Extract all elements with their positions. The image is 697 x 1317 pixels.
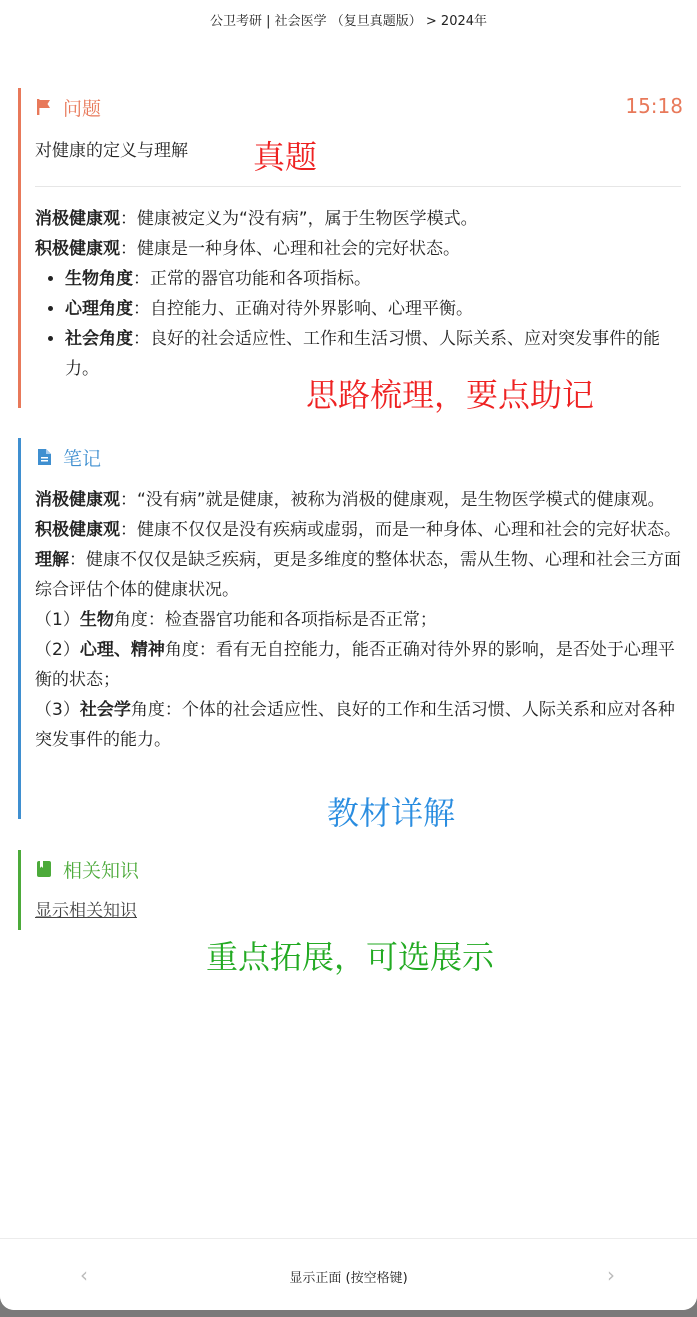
- question-answer: [35, 204, 683, 384]
- note-paragraph: （2）心理、精神角度：看有无自控能力，能否正确对待外界的影响，是否处于心理平衡的状态；: [35, 640, 675, 690]
- answer-line: 消极健康观：健康被定义为“没有病”，属于生物医学模式。: [35, 209, 478, 229]
- annotation-jiaocai: 教材详解: [327, 794, 456, 832]
- note-paragraph: 消极健康观：“没有病”就是健康，被称为消极的健康观，是生物医学模式的健康观。: [35, 490, 665, 510]
- notes-section: [18, 438, 683, 832]
- show-front-button[interactable]: 显示正面 (按空格键): [289, 1271, 408, 1286]
- annotation-tuozhan: 重点拓展，可选展示: [206, 938, 495, 976]
- document-icon: [35, 448, 53, 466]
- prev-chevron-icon[interactable]: ‹: [80, 1263, 88, 1287]
- question-title: 对健康的定义与理解: [35, 141, 188, 161]
- question-header: [35, 94, 101, 120]
- question-section: [18, 88, 683, 414]
- note-paragraph: （3）社会学角度：个体的社会适应性、良好的工作和生活习惯、人际关系和应对各种突发事件的能力。: [35, 700, 675, 750]
- list-item: • 社会角度：良好的社会适应性、工作和生活习惯、人际关系、应对突发事件的能力。: [65, 324, 683, 384]
- breadcrumb: 公卫考研 | 社会医学 （复旦真题版） > 2024年: [209, 14, 488, 29]
- footer-bar: [0, 1238, 697, 1310]
- answer-line: 积极健康观：健康是一种身体、心理和社会的完好状态。: [35, 239, 460, 259]
- related-header-label: 相关知识: [63, 859, 140, 882]
- show-related-link[interactable]: 显示相关知识: [35, 901, 137, 921]
- list-item: • 生物角度：正常的器官功能和各项指标。: [65, 264, 683, 294]
- notes-body: [35, 485, 683, 755]
- timer: 15:18: [625, 94, 683, 118]
- related-section: [18, 850, 683, 930]
- note-paragraph: 积极健康观：健康不仅仅是没有疾病或虚弱，而是一种身体、心理和社会的完好状态。: [35, 520, 681, 540]
- note-paragraph: （1）生物角度：检查器官功能和各项指标是否正常；: [35, 610, 437, 630]
- answer-bullets: [35, 264, 683, 384]
- annotation-silu: 思路梳理，要点助记: [306, 376, 595, 414]
- divider: [35, 186, 681, 187]
- list-item: • 心理角度：自控能力、正确对待外界影响、心理平衡。: [65, 294, 683, 324]
- book-icon: [35, 860, 53, 878]
- notes-header: [35, 444, 101, 470]
- next-chevron-icon[interactable]: ›: [607, 1263, 615, 1287]
- flag-icon: [35, 98, 53, 116]
- note-paragraph: 理解：健康不仅仅是缺乏疾病，更是多维度的整体状态，需从生物、心理和社会三方面综合评估个体的健康状况。: [35, 550, 681, 600]
- related-header: [35, 856, 139, 882]
- notes-header-label: 笔记: [63, 447, 102, 470]
- question-header-label: 问题: [63, 97, 102, 120]
- annotation-zhenti: 真题: [253, 138, 318, 176]
